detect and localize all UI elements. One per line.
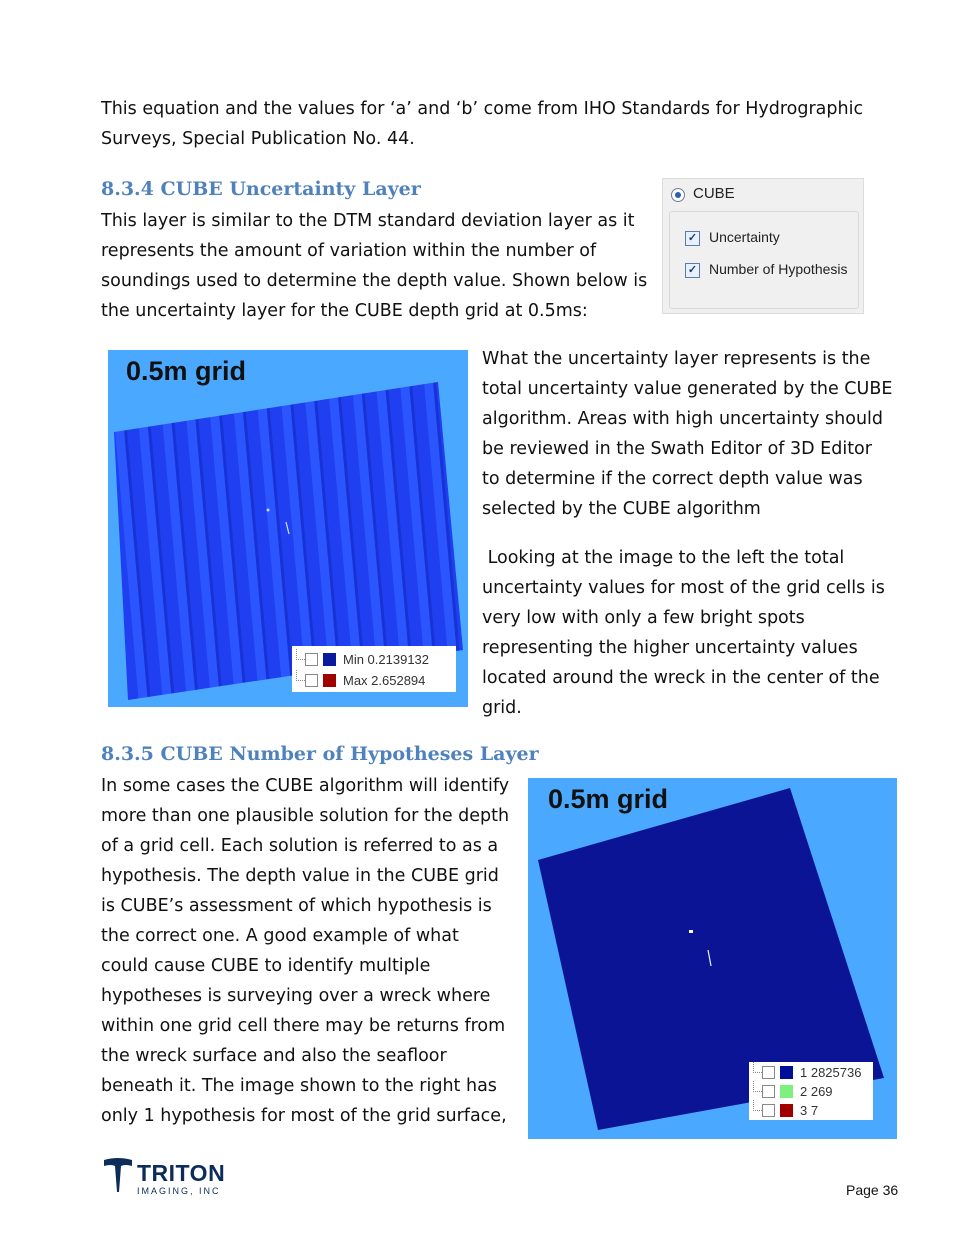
text-line: located around the wreck in the center of the: [482, 668, 880, 688]
legend-swatch-3: [780, 1104, 793, 1117]
logo-wordmark: TRITON: [137, 1160, 226, 1186]
tree-connector: [296, 670, 305, 681]
text-line: grid.: [482, 698, 522, 718]
text-line: the uncertainty layer for the CUBE depth grid at 0.5ms:: [101, 301, 588, 321]
text-line: very low with only a few bright spots: [482, 608, 805, 628]
text-line: is CUBE’s assessment of which hypothesis is: [101, 896, 492, 916]
legend-swatch-min: [323, 653, 336, 666]
uncertainty-grid-image: [108, 350, 468, 707]
tree-connector: [753, 1062, 762, 1073]
hypotheses-legend: [749, 1062, 873, 1120]
hypotheses-paragraph: [101, 771, 509, 1131]
text-line: to determine if the correct depth value was: [482, 469, 863, 489]
section-heading-uncertainty: 8.3.4 CUBE Uncertainty Layer: [101, 178, 421, 200]
text-line: This layer is similar to the DTM standard deviation layer as it: [101, 211, 635, 231]
text-line: representing the higher uncertainty values: [482, 638, 858, 658]
section-heading-hypotheses: 8.3.5 CUBE Number of Hypotheses Layer: [101, 743, 539, 765]
text-line: could cause CUBE to identify multiple: [101, 956, 431, 976]
figure-grid-label: 0.5m grid: [548, 784, 669, 814]
uncertainty-checkbox[interactable]: ✓: [685, 231, 700, 246]
text-line: algorithm. Areas with high uncertainty should: [482, 409, 884, 429]
legend-swatch-max: [323, 674, 336, 687]
intro-line-1: This equation and the values for ‘a’ and ‘b’ come from IHO Standards for Hydrographic: [101, 99, 864, 119]
legend-item-3: [749, 1100, 818, 1120]
legend-3-label: 3 7: [800, 1102, 819, 1118]
legend-checkbox[interactable]: [762, 1066, 775, 1079]
text-line: soundings used to determine the depth value. Shown below is: [101, 271, 648, 291]
text-line: uncertainty values for most of the grid cells is: [482, 578, 885, 598]
text-line: be reviewed in the Swath Editor of 3D Editor: [482, 439, 872, 459]
text-line: the correct one. A good example of what: [101, 926, 459, 946]
legend-max-label: Max 2.652894: [343, 672, 426, 688]
triton-logo-mark: [103, 1158, 133, 1194]
page-number: Page 36: [846, 1182, 899, 1198]
wreck-spot: [267, 509, 270, 512]
legend-checkbox[interactable]: [305, 653, 318, 666]
legend-1-label: 1 2825736: [800, 1064, 862, 1080]
hypothesis-checkbox-label: Number of Hypothesis: [709, 261, 848, 277]
legend-item-1: [749, 1062, 861, 1082]
text-line: beneath it. The image shown to the right has: [101, 1076, 497, 1096]
text-line: within one grid cell there may be returns from: [101, 1016, 506, 1036]
triton-logo: [103, 1158, 233, 1198]
legend-swatch-1: [780, 1066, 793, 1079]
intro-line-2: Surveys, Special Publication No. 44.: [101, 129, 415, 149]
legend-2-label: 2 269: [800, 1083, 833, 1099]
text-line: hypotheses is surveying over a wreck where: [101, 986, 491, 1006]
legend-checkbox[interactable]: [762, 1085, 775, 1098]
uncertainty-checkbox-label: Uncertainty: [709, 229, 780, 245]
text-line: Looking at the image to the left the total: [482, 548, 845, 568]
text-line: only 1 hypothesis for most of the grid surface,: [101, 1106, 507, 1126]
legend-min-label: Min 0.2139132: [343, 651, 430, 667]
hypothesis-checkbox[interactable]: ✓: [685, 263, 700, 278]
tree-connector: [753, 1100, 762, 1111]
text-line: represents the amount of variation within the number of: [101, 241, 597, 261]
legend-swatch-2: [780, 1085, 793, 1098]
text-line: more than one plausible solution for the depth: [101, 806, 510, 826]
uncertainty-observation: [482, 543, 885, 723]
text-line: total uncertainty value generated by the CUBE: [482, 379, 893, 399]
cube-radio-label: CUBE: [693, 185, 735, 202]
wreck-spot: [689, 930, 693, 933]
legend-checkbox[interactable]: [762, 1104, 775, 1117]
tree-connector: [753, 1081, 762, 1092]
layer-group-box: [669, 211, 859, 309]
text-line: What the uncertainty layer represents is the: [482, 349, 871, 369]
text-line: of a grid cell. Each solution is referred to as a: [101, 836, 499, 856]
hypotheses-grid-image: [528, 778, 897, 1139]
tree-connector: [296, 649, 305, 660]
layer-options-panel: [662, 178, 864, 314]
legend-item-max: [292, 670, 425, 690]
logo-subtitle: IMAGING, INC: [137, 1186, 221, 1196]
cube-radio-button[interactable]: [671, 188, 685, 202]
text-line: In some cases the CUBE algorithm will identify: [101, 776, 510, 796]
legend-item-min: [292, 649, 429, 669]
text-line: selected by the CUBE algorithm: [482, 499, 761, 519]
legend-item-2: [749, 1081, 833, 1101]
uncertainty-paragraph: [101, 206, 647, 326]
figure-grid-label: 0.5m grid: [126, 356, 247, 386]
uncertainty-legend: [292, 646, 456, 692]
text-line: hypothesis. The depth value in the CUBE grid: [101, 866, 499, 886]
uncertainty-explanation: [482, 344, 892, 524]
legend-checkbox[interactable]: [305, 674, 318, 687]
text-line: the wreck surface and also the seafloor: [101, 1046, 447, 1066]
